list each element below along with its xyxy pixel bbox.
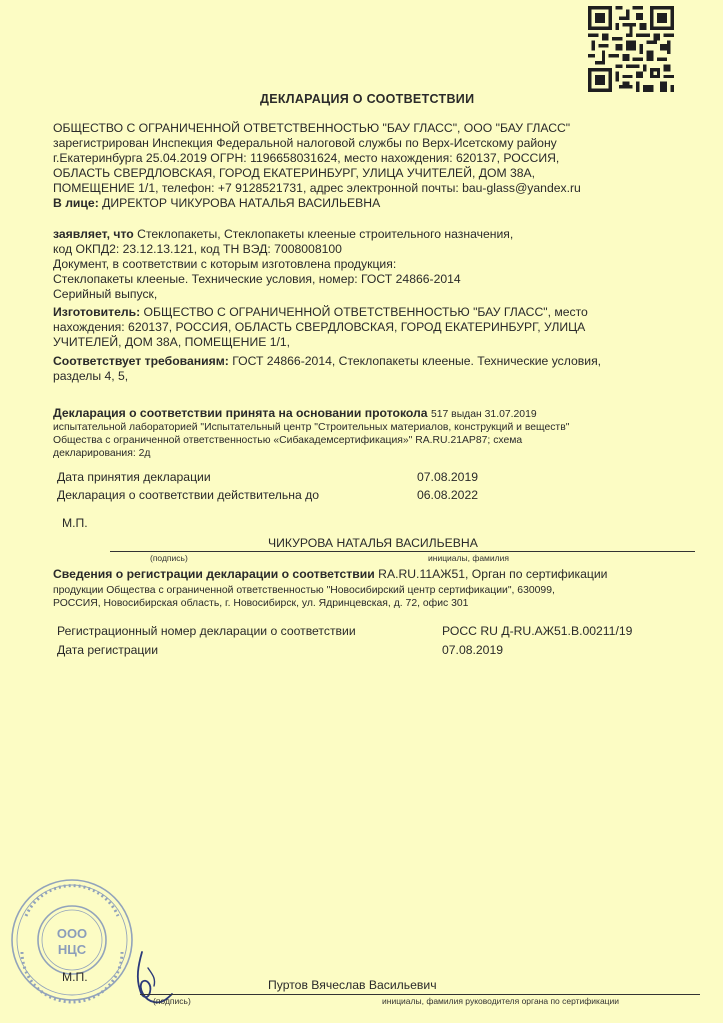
stamp-place-label-2: М.П.: [62, 970, 88, 984]
declares-block: [53, 227, 693, 302]
declares-line: Серийный выпуск,: [53, 287, 158, 301]
conformity-line: разделы 4, 5,: [53, 369, 129, 383]
applicant-line: ОБЩЕСТВО С ОГРАНИЧЕННОЙ ОТВЕТСТВЕННОСТЬЮ "БАУ ГЛАСС", ООО "БАУ ГЛАСС": [53, 121, 571, 135]
person-value: ДИРЕКТОР ЧИКУРОВА НАТАЛЬЯ ВАСИЛЬЕВНА: [102, 196, 381, 210]
conformity-label: Соответствует требованиям:: [53, 354, 229, 368]
manufacturer-label: Изготовитель:: [53, 305, 141, 319]
registration-block: [53, 567, 693, 582]
date-valid-value: 06.08.2022: [417, 488, 478, 502]
applicant-block: [53, 121, 693, 211]
conformity-first-line: [53, 354, 693, 369]
declares-first-rest: Стеклопакеты, Стеклопакеты клееные строительного назначения,: [137, 227, 514, 241]
head-name: Пуртов Вячеслав Васильевич: [268, 978, 437, 992]
basis-label: Декларация о соответствии принята на основании протокола: [53, 406, 428, 420]
basis-line: декларирования: 2д: [53, 448, 151, 459]
applicant-line: ПОМЕЩЕНИЕ 1/1, телефон: +7 9128521731, адрес электронной почты: bau-glass@yandex.ru: [53, 181, 581, 195]
declares-label: заявляет, что: [53, 227, 134, 241]
document-title: ДЕКЛАРАЦИЯ О СООТВЕТСТВИИ: [260, 92, 475, 106]
seal-text-line: ООО: [56, 926, 88, 941]
manufacturer-line: УЧИТЕЛЕЙ, ДОМ 38А, ПОМЕЩЕНИЕ 1/1,: [53, 335, 291, 349]
registration-date-value: 07.08.2019: [442, 643, 503, 657]
manufacturer-block: [53, 305, 693, 350]
applicant-line: ОБЛАСТЬ СВЕРДЛОВСКАЯ, ГОРОД ЕКАТЕРИНБУРГ, УЛИЦА УЧИТЕЛЕЙ, ДОМ 38А,: [53, 166, 536, 180]
basis-first-line: [53, 406, 693, 421]
declares-line: Стеклопакеты клееные. Технические условия, номер: ГОСТ 24866-2014: [53, 272, 461, 286]
manufacturer-line: нахождения: 620137, РОССИЯ, ОБЛАСТЬ СВЕРДЛОВСКАЯ, ГОРОД ЕКАТЕРИНБУРГ, УЛИЦА: [53, 320, 586, 334]
declares-first-line: [53, 227, 693, 242]
registration-label: Сведения о регистрации декларации о соответствии: [53, 567, 375, 581]
name-caption-2: инициалы, фамилия руководителя органа по сертификации: [382, 996, 620, 1006]
registration-date-label: Дата регистрации: [57, 643, 159, 657]
registration-details: [53, 584, 693, 610]
declares-line: Документ, в соответствии с которым изготовлена продукция:: [53, 257, 397, 271]
qr-code: [588, 6, 674, 92]
registration-line: продукции Общества с ограниченной ответственностью "Новосибирский центр сертификации", 630099,: [53, 585, 555, 596]
signature-line-2: [140, 994, 700, 995]
declares-line: код ОКПД2: 23.12.13.121, код ТН ВЭД: 7008008100: [53, 242, 342, 256]
applicant-line: зарегистрирован Инспекция Федеральной налоговой службы по Верх-Исетскому району: [53, 136, 557, 150]
signature-caption-2: (подпись): [153, 996, 191, 1006]
manufacturer-first-rest: ОБЩЕСТВО С ОГРАНИЧЕННОЙ ОТВЕТСТВЕННОСТЬЮ "БАУ ГЛАСС", место: [143, 305, 588, 319]
date-accepted-value: 07.08.2019: [417, 470, 478, 484]
signature-line: [110, 551, 695, 552]
basis-first-rest: 517 выдан 31.07.2019: [430, 409, 537, 420]
registration-number-label: Регистрационный номер декларации о соответствии: [57, 624, 356, 638]
applicant-line: г.Екатеринбурга 25.04.2019 ОГРН: 1196658031624, место нахождения: 620137, РОССИЯ,: [53, 151, 560, 165]
name-caption: инициалы, фамилия: [428, 553, 509, 563]
basis-line: испытательной лабораторией "Испытательный центр "Строительных материалов, конструкций и веществ": [53, 422, 570, 433]
stamp-place-label: М.П.: [62, 516, 88, 530]
person-label: В лице:: [53, 196, 99, 210]
signature-caption: (подпись): [150, 553, 188, 563]
manufacturer-first-line: [53, 305, 693, 320]
conformity-block: [53, 354, 693, 384]
registration-line: РОССИЯ, Новосибирская область, г. Новосибирск, ул. Ядринцевская, д. 72, офис 301: [53, 598, 469, 609]
basis-line: Общества с ограниченной ответственностью «Сибакадемсертификация»" RA.RU.21АР87; схема: [53, 435, 523, 446]
date-valid-label: Декларация о соответствии действительна до: [57, 488, 320, 502]
basis-block: [53, 406, 693, 421]
registration-number-value: РОСС RU Д-RU.АЖ51.В.00211/19: [442, 624, 633, 638]
registration-first-line: [53, 567, 693, 582]
seal-text-line: НЦС: [57, 942, 87, 957]
signatory-name: ЧИКУРОВА НАТАЛЬЯ ВАСИЛЬЕВНА: [268, 536, 478, 550]
applicant-person: [53, 196, 693, 211]
registration-first-rest: RA.RU.11АЖ51, Орган по сертификации: [378, 567, 608, 581]
date-accepted-label: Дата принятия декларации: [57, 470, 211, 484]
conformity-first-rest: ГОСТ 24866-2014, Стеклопакеты клееные. Технические условия,: [232, 354, 602, 368]
basis-details: [53, 421, 693, 460]
